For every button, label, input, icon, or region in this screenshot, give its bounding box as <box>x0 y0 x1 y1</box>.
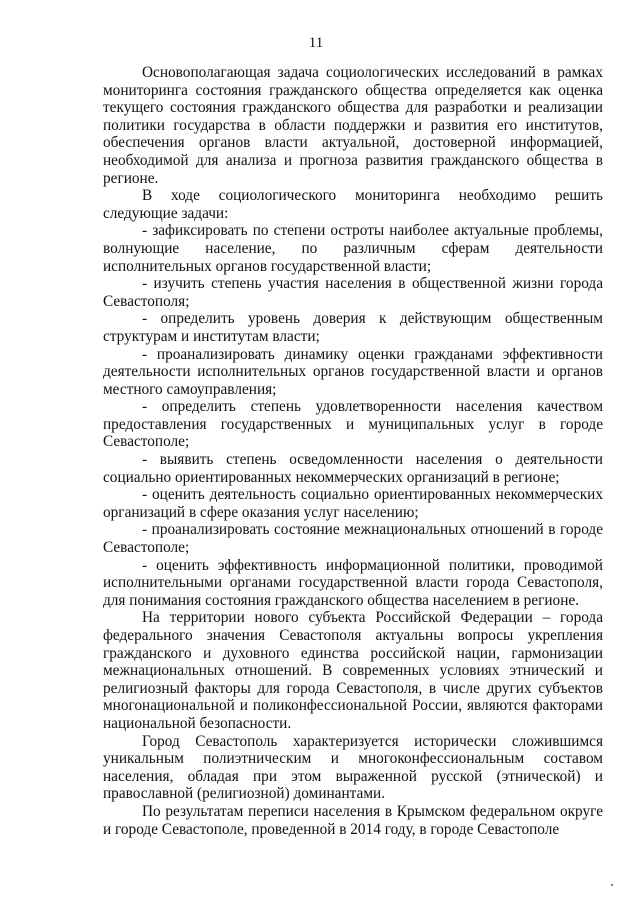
paragraph-federal-subject: На территории нового субъекта Российской Федерации – города федерального значения Севастополя актуальны вопросы укрепления гражданского и духовного единства российской нации, гармонизации межнациональных отношений. В современных условиях этнический и религиозный факторы для города Севастополя, в числе других субъектов многонациональной и поликонфессиональной России, являются факторами национальной безопасности. <box>103 609 603 732</box>
task-item: - оценить эффективность информационной политики, проводимой исполнительными органами государственной власти города Севастополя, для понимания состояния гражданского общества населением в регионе. <box>103 556 603 609</box>
paragraph-city-composition: Город Севастополь характеризуется исторически сложившимся уникальным полиэтническим и многоконфессиональным составом населения, обладая при этом выраженной русской (этнической) и православной (религиозной) доминантами. <box>103 732 603 803</box>
scan-artifact-dot <box>611 884 613 886</box>
document-body <box>103 64 603 838</box>
task-item: - зафиксировать по степени остроты наиболее актуальные проблемы, волнующие население, по различным сферам деятельности исполнительных органов государственной власти; <box>103 222 603 275</box>
task-item: - проанализировать состояние межнациональных отношений в городе Севастополе; <box>103 521 603 557</box>
page-number: 11 <box>308 35 324 51</box>
task-item: - выявить степень осведомленности населения о деятельности социально ориентированных некоммерческих организаций в регионе; <box>103 451 603 486</box>
task-item: - изучить степень участия населения в общественной жизни города Севастополя; <box>103 275 603 310</box>
task-item: - проанализировать динамику оценки гражданами эффективности деятельности исполнительных органов государственной власти и органов местного самоуправления; <box>103 345 603 398</box>
paragraph-tasks-intro: В ходе социологического мониторинга необходимо решить следующие задачи: <box>103 187 603 222</box>
paragraph-objective: Основополагающая задача социологических исследований в рамках мониторинга состояния гражданского общества определяется как оценка текущего состояния гражданского общества для разработки и реализации политики государства в области поддержки и развития его институтов, обеспечения органов власти актуальной, достоверной информацией, необходимой для анализа и прогноза развития гражданского общества в регионе. <box>103 64 603 187</box>
paragraph-census: По результатам переписи населения в Крымском федеральном округе и городе Севастополе, проведенной в 2014 году, в городе Севастополе <box>103 802 603 838</box>
task-item: - определить уровень доверия к действующим общественным структурам и институтам власти; <box>103 310 603 345</box>
task-item: - оценить деятельность социально ориентированных некоммерческих организаций в сфере оказания услуг населению; <box>103 486 603 521</box>
task-item: - определить степень удовлетворенности населения качеством предоставления государственных и муниципальных услуг в городе Севастополе; <box>103 398 603 451</box>
